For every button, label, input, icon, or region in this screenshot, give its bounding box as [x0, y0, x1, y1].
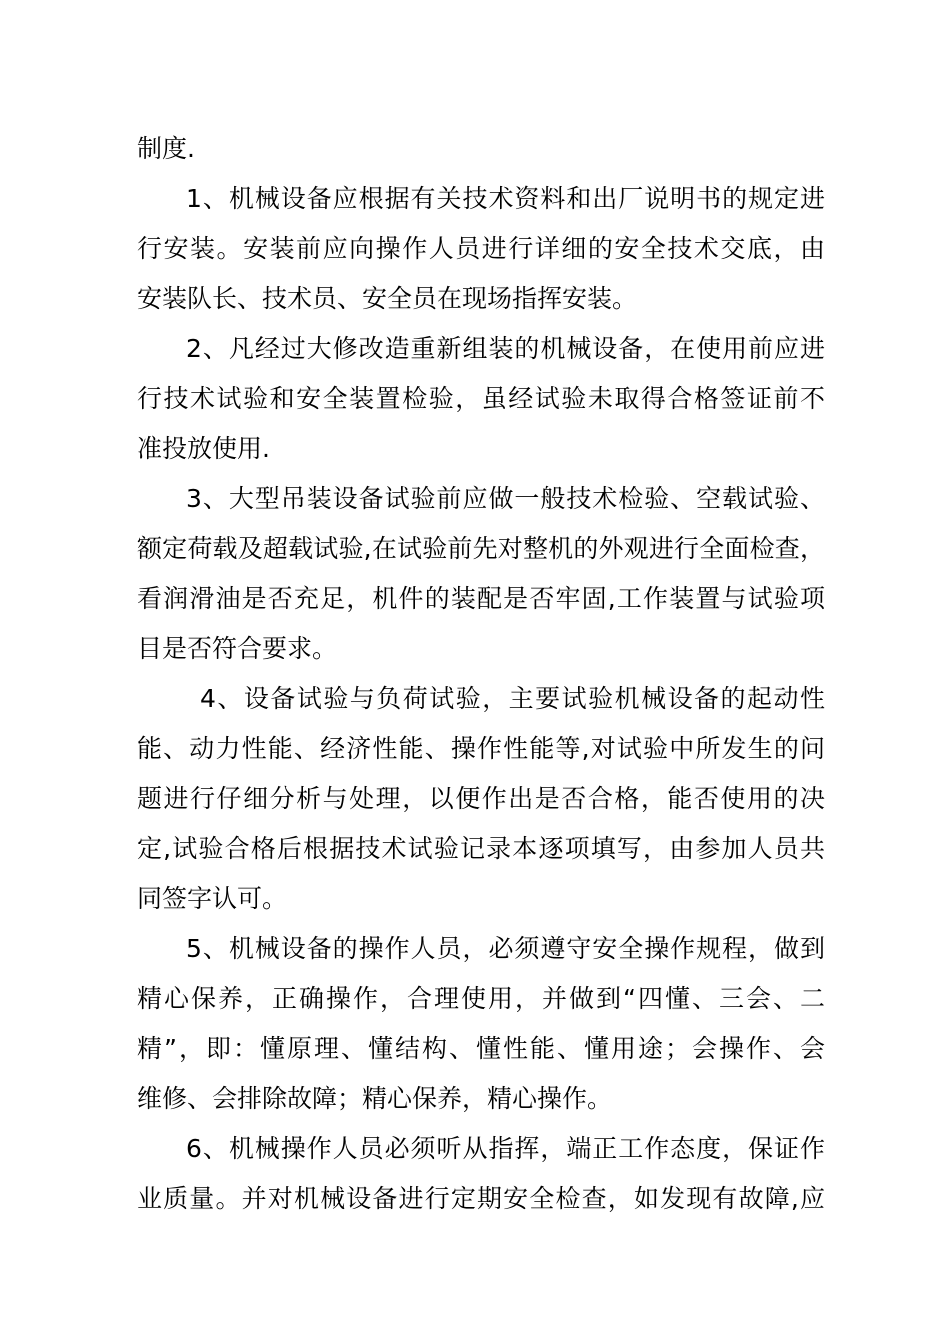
text-line: 看润滑油是否充足，机件的装配是否牢固,工作装置与试验项	[137, 584, 825, 613]
text-line: 精”，即：懂原理、懂结构、懂性能、懂用途；会操作、会	[137, 1034, 825, 1063]
item-1-line: 1、机械设备应根据有关技术资料和出厂说明书的规定进	[186, 184, 825, 213]
text-line: 行安装。安装前应向操作人员进行详细的安全技术交底，由	[137, 234, 825, 263]
text-line: 制度.	[137, 134, 195, 163]
text-line: 行技术试验和安全装置检验，虽经试验未取得合格签证前不	[137, 384, 825, 413]
text-line: 能、动力性能、经济性能、操作性能等,对试验中所发生的问	[137, 734, 825, 763]
text-line: 维修、会排除故障；精心保养，精心操作。	[137, 1084, 613, 1113]
text-line: 精心保养，正确操作，合理使用，并做到“四懂、三会、二	[137, 984, 825, 1013]
item-4-line: 4、设备试验与负荷试验，主要试验机械设备的起动性	[200, 684, 825, 713]
text-line: 目是否符合要求。	[137, 634, 338, 663]
item-5-line: 5、机械设备的操作人员，必须遵守安全操作规程，做到	[186, 934, 825, 963]
text-line: 题进行仔细分析与处理，以便作出是否合格，能否使用的决	[137, 784, 825, 813]
text-line: 定,试验合格后根据技术试验记录本逐项填写，由参加人员共	[137, 834, 825, 863]
text-line: 同签字认可。	[137, 884, 288, 913]
item-6-line: 6、机械操作人员必须听从指挥，端正工作态度，保证作	[186, 1134, 825, 1163]
item-3-line: 3、大型吊装设备试验前应做一般技术检验、空载试验、	[186, 484, 825, 513]
text-line: 业质量。并对机械设备进行定期安全检查，如发现有故障,应	[137, 1184, 825, 1213]
item-2-line: 2、凡经过大修改造重新组装的机械设备，在使用前应进	[186, 334, 825, 363]
text-line: 安装队长、技术员、安全员在现场指挥安装。	[137, 284, 638, 313]
text-line: 额定荷载及超载试验,在试验前先对整机的外观进行全面检查，	[137, 534, 825, 563]
text-line: 准投放使用.	[137, 434, 270, 463]
